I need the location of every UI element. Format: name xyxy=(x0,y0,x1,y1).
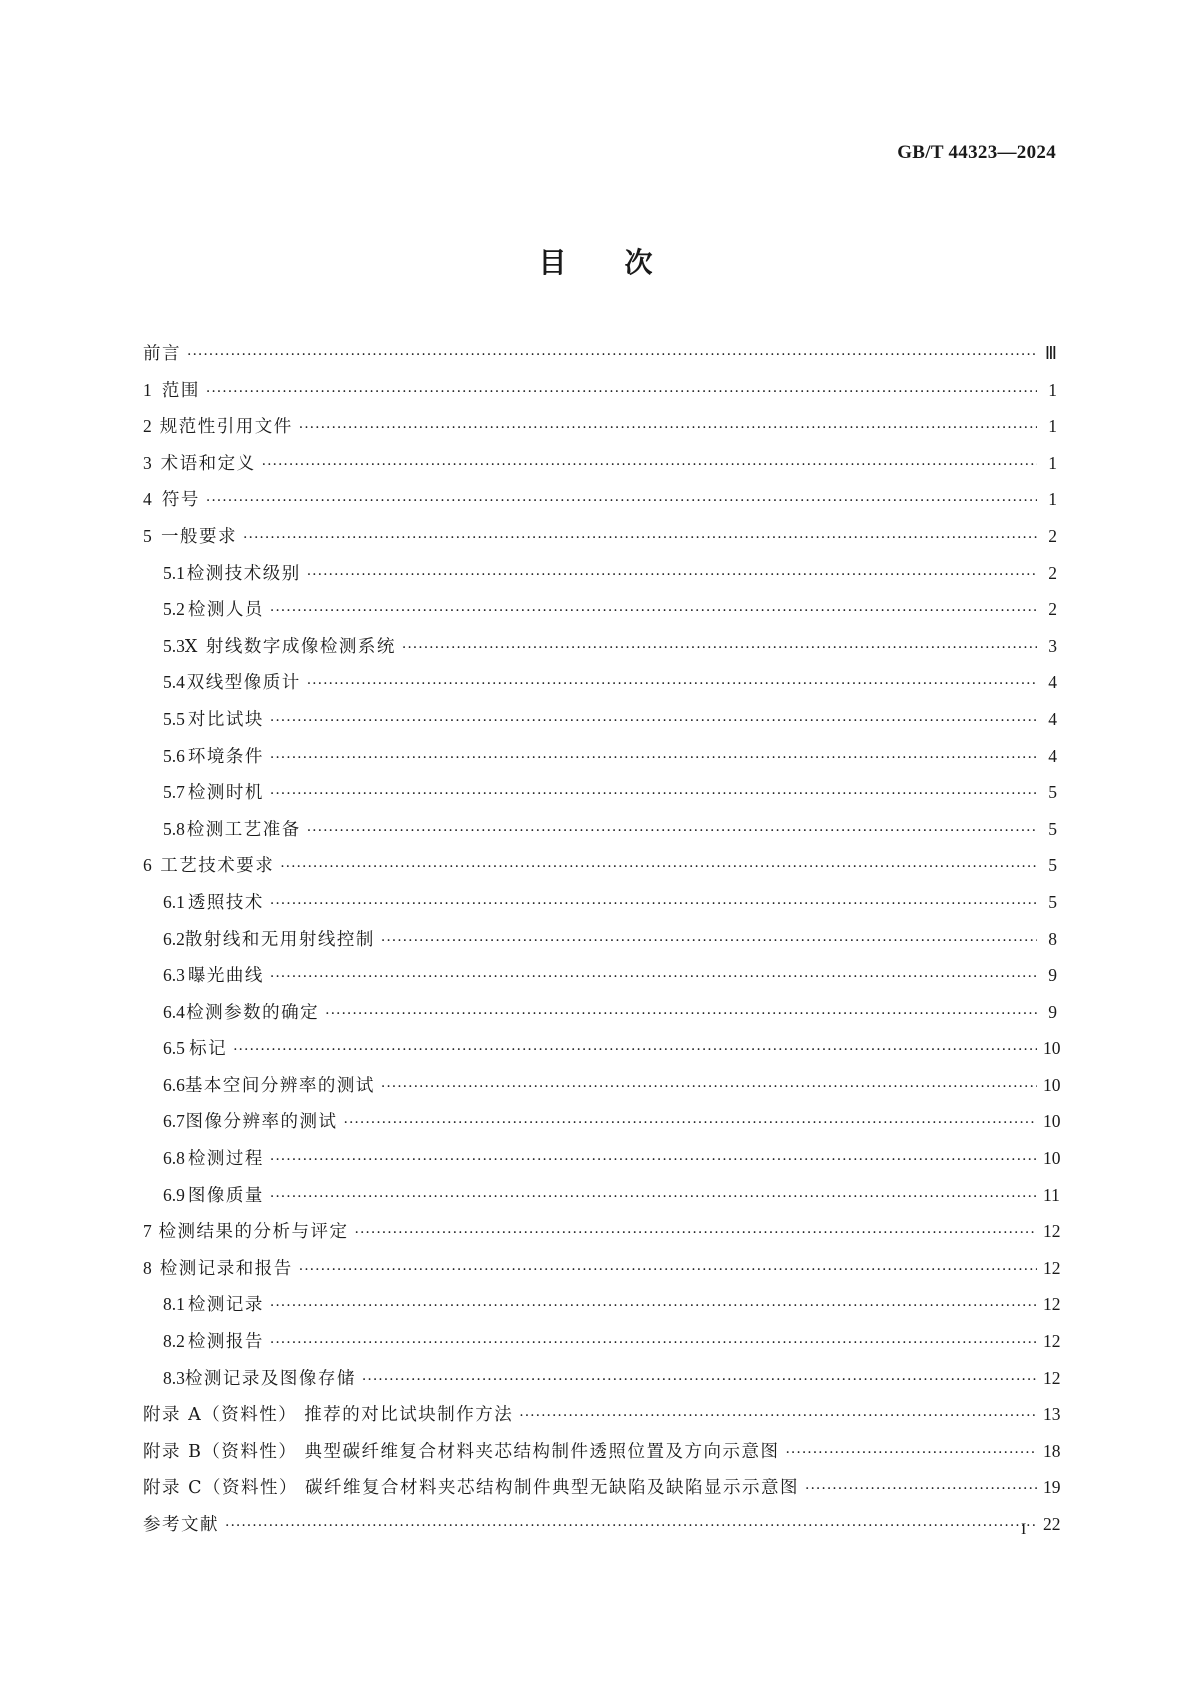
toc-entry-label: 检测人员 xyxy=(187,600,264,621)
toc-entry-label: X 射线数字成像检测系统 xyxy=(184,636,396,657)
dot-leader xyxy=(344,1115,1037,1131)
toc-entry-page: 12 xyxy=(1043,1257,1061,1278)
dot-leader xyxy=(270,1298,1037,1314)
toc-entry-label: 检测结果的分析与评定 xyxy=(158,1222,349,1243)
toc-entry-page: 5 xyxy=(1048,782,1057,803)
toc-entry-page: 4 xyxy=(1048,708,1057,729)
toc-entry-page: Ⅲ xyxy=(1044,343,1057,363)
dot-leader xyxy=(270,603,1037,619)
toc-entry-page: 13 xyxy=(1043,1404,1061,1425)
toc-entry[interactable] xyxy=(143,1511,1061,1548)
toc-entry[interactable] xyxy=(143,889,1057,926)
dot-leader xyxy=(243,530,1037,546)
toc-entry[interactable] xyxy=(143,450,1057,487)
dot-leader xyxy=(299,420,1037,436)
toc-entry-page: 5 xyxy=(1048,855,1057,876)
toc-entry-page: 9 xyxy=(1048,1001,1057,1022)
toc-entry[interactable] xyxy=(143,962,1057,999)
dot-leader xyxy=(381,933,1037,949)
toc-entry-number: 6.9 xyxy=(163,1184,185,1205)
toc-entry-page: 8 xyxy=(1048,928,1057,949)
toc-entry[interactable] xyxy=(143,999,1057,1036)
toc-entry[interactable] xyxy=(143,926,1057,963)
toc-entry-number: 1 xyxy=(143,379,152,400)
toc-entry[interactable] xyxy=(143,1365,1061,1402)
toc-entry-label: 附录 C（资料性） 碳纤维复合材料夹芯结构制件典型无缺陷及缺陷显示示意图 xyxy=(143,1478,800,1499)
toc-entry[interactable] xyxy=(143,1108,1061,1145)
toc-entry-page: 12 xyxy=(1043,1294,1061,1315)
standard-code: GB/T 44323—2024 xyxy=(897,142,1056,163)
toc-entry-page: 5 xyxy=(1048,818,1057,839)
toc-entry-label: 透照技术 xyxy=(187,892,264,913)
toc-entry-label: 标记 xyxy=(189,1039,228,1060)
dot-leader xyxy=(307,823,1037,839)
toc-entry-page: 10 xyxy=(1043,1111,1061,1132)
toc-entry[interactable] xyxy=(143,1401,1061,1438)
toc-entry-number: 8.3 xyxy=(163,1367,185,1388)
toc-entry-page: 18 xyxy=(1043,1440,1061,1461)
toc-entry-number: 3 xyxy=(143,452,152,473)
toc-entry-label: 检测记录 xyxy=(187,1295,264,1316)
toc-entry-label: 检测报告 xyxy=(187,1332,264,1353)
toc-entry[interactable] xyxy=(143,852,1057,889)
dot-leader xyxy=(355,1225,1037,1241)
toc-entry-page: 2 xyxy=(1048,525,1057,546)
toc-entry[interactable] xyxy=(143,743,1057,780)
toc-entry-page: 10 xyxy=(1043,1148,1061,1169)
dot-leader xyxy=(270,1189,1037,1205)
toc-entry-page: 22 xyxy=(1043,1514,1061,1534)
toc-entry[interactable] xyxy=(143,669,1057,706)
toc-entry-number: 5.6 xyxy=(163,745,185,766)
toc-entry[interactable] xyxy=(143,340,1057,377)
toc-entry-page: 1 xyxy=(1048,452,1057,473)
toc-entry-label: 对比试块 xyxy=(187,709,264,730)
toc-entry-page: 10 xyxy=(1043,1074,1061,1095)
footer-page-number: I xyxy=(1021,1521,1027,1538)
toc-entry-label: 曝光曲线 xyxy=(187,966,264,987)
toc-title-char-1: 目 xyxy=(538,246,567,279)
toc-entry-label: 检测记录及图像存储 xyxy=(184,1368,356,1389)
toc-entry-page: 3 xyxy=(1048,635,1057,656)
toc-entry-label: 基本空间分辨率的测试 xyxy=(184,1075,375,1096)
toc-entry-number: 6.1 xyxy=(163,891,185,912)
toc-entry-page: 4 xyxy=(1048,672,1057,693)
toc-entry-number: 2 xyxy=(143,416,152,437)
dot-leader xyxy=(206,493,1037,509)
dot-leader xyxy=(307,676,1037,692)
toc-entry-page: 9 xyxy=(1048,965,1057,986)
dot-leader xyxy=(325,1006,1037,1022)
toc-entry[interactable] xyxy=(143,596,1057,633)
dot-leader xyxy=(270,786,1037,802)
toc-entry-label: 范围 xyxy=(161,380,200,401)
toc-entry-page: 10 xyxy=(1043,1038,1061,1059)
toc-entry-page: 2 xyxy=(1048,562,1057,583)
toc-entry-number: 5.8 xyxy=(163,818,185,839)
toc-entry[interactable] xyxy=(143,486,1057,523)
dot-leader xyxy=(280,859,1037,875)
dot-leader xyxy=(805,1481,1037,1497)
toc-entry-label: 检测技术级别 xyxy=(186,563,301,584)
dot-leader xyxy=(381,1079,1037,1095)
toc-entry-page: 12 xyxy=(1043,1331,1061,1352)
toc-entry-number: 6.8 xyxy=(163,1148,185,1169)
toc-entry-label: 一般要求 xyxy=(161,526,238,547)
dot-leader xyxy=(519,1408,1037,1424)
toc-entry[interactable] xyxy=(143,1291,1061,1328)
toc-entry-number: 5.1 xyxy=(163,562,185,583)
toc-entry-page: 12 xyxy=(1043,1221,1061,1242)
toc-entry-page: 1 xyxy=(1048,489,1057,510)
toc-entry-label: 符号 xyxy=(161,490,200,511)
toc-title-char-2: 次 xyxy=(624,246,653,279)
toc-entry-label: 规范性引用文件 xyxy=(159,417,293,438)
toc-entry-label: 散射线和无用射线控制 xyxy=(184,929,375,950)
toc-entry-number: 5 xyxy=(143,525,152,546)
toc-entry-number: 6.5 xyxy=(163,1038,185,1059)
toc-entry[interactable] xyxy=(143,377,1057,414)
toc-entry[interactable] xyxy=(143,1072,1061,1109)
toc-entry-label: 附录 A（资料性） 推荐的对比试块制作方法 xyxy=(143,1405,514,1426)
toc-entry-number: 8.1 xyxy=(163,1294,185,1315)
dot-leader xyxy=(270,1335,1037,1351)
toc-entry-number: 8.2 xyxy=(163,1331,185,1352)
dot-leader xyxy=(270,713,1037,729)
toc-entry-number: 5.3 xyxy=(163,635,185,656)
dot-leader xyxy=(225,1518,1037,1534)
toc-entry-label: 检测参数的确定 xyxy=(186,1002,320,1023)
toc-entry-label: 检测过程 xyxy=(187,1149,264,1170)
toc-entry-label: 参考文献 xyxy=(143,1515,219,1535)
toc-entry-page: 12 xyxy=(1043,1367,1061,1388)
toc-entry-label: 术语和定义 xyxy=(160,453,256,474)
toc-entry[interactable] xyxy=(143,706,1057,743)
dot-leader xyxy=(206,384,1037,400)
toc-entry-label: 双线型像质计 xyxy=(186,673,301,694)
dot-leader xyxy=(233,1042,1037,1058)
toc-entry-page: 2 xyxy=(1048,599,1057,620)
toc-entry[interactable] xyxy=(143,1328,1061,1365)
toc-entry[interactable] xyxy=(143,1035,1061,1072)
toc-title xyxy=(0,241,1191,281)
dot-leader xyxy=(262,457,1037,473)
dot-leader xyxy=(187,347,1037,363)
dot-leader xyxy=(270,1152,1037,1168)
toc-entry-number: 5.7 xyxy=(163,782,185,803)
toc-entry-number: 5.5 xyxy=(163,708,185,729)
toc-entry-number: 6.6 xyxy=(163,1074,185,1095)
toc-entry-page: 1 xyxy=(1048,379,1057,400)
dot-leader xyxy=(362,1372,1037,1388)
toc-entry[interactable] xyxy=(143,779,1057,816)
toc-entry-label: 前言 xyxy=(143,344,181,364)
toc-entry-label: 检测时机 xyxy=(187,783,264,804)
toc-entry[interactable] xyxy=(143,633,1057,670)
toc-entry[interactable] xyxy=(143,816,1057,853)
toc-entry-label: 图像分辨率的测试 xyxy=(185,1112,338,1133)
toc-entry[interactable] xyxy=(143,1218,1061,1255)
toc-entry-number: 6.2 xyxy=(163,928,185,949)
toc-entry-label: 工艺技术要求 xyxy=(160,856,275,877)
toc-entry-page: 1 xyxy=(1048,416,1057,437)
dot-leader xyxy=(307,567,1037,583)
toc-entry[interactable] xyxy=(143,523,1057,560)
toc-entry[interactable] xyxy=(143,1255,1061,1292)
toc-entry[interactable] xyxy=(143,1182,1060,1219)
dot-leader xyxy=(270,896,1037,912)
dot-leader xyxy=(785,1445,1037,1461)
toc-entry-label: 检测记录和报告 xyxy=(159,1258,293,1279)
toc-entry-number: 6.4 xyxy=(163,1001,185,1022)
dot-leader xyxy=(402,640,1037,656)
toc-entry-number: 5.2 xyxy=(163,599,185,620)
toc-entry[interactable] xyxy=(143,1438,1061,1475)
toc-entry-label: 图像质量 xyxy=(187,1185,264,1206)
toc-entry-number: 4 xyxy=(143,489,152,510)
toc-entry-number: 6 xyxy=(143,855,152,876)
toc-entry[interactable] xyxy=(143,560,1057,597)
toc-list xyxy=(143,340,1061,1548)
toc-entry-number: 6.7 xyxy=(163,1111,185,1132)
toc-entry-label: 检测工艺准备 xyxy=(186,819,301,840)
toc-entry[interactable] xyxy=(143,1474,1061,1511)
toc-entry-page: 11 xyxy=(1043,1184,1060,1205)
toc-entry[interactable] xyxy=(143,413,1057,450)
toc-entry-label: 附录 B（资料性） 典型碳纤维复合材料夹芯结构制件透照位置及方向示意图 xyxy=(143,1441,780,1462)
toc-entry[interactable] xyxy=(143,1145,1061,1182)
toc-entry-page: 19 xyxy=(1043,1477,1061,1498)
toc-entry-label: 环境条件 xyxy=(187,746,264,767)
dot-leader xyxy=(270,969,1037,985)
dot-leader xyxy=(270,750,1037,766)
toc-entry-number: 8 xyxy=(143,1257,152,1278)
toc-entry-page: 5 xyxy=(1048,891,1057,912)
toc-entry-page: 4 xyxy=(1048,745,1057,766)
toc-entry-number: 7 xyxy=(143,1221,152,1242)
dot-leader xyxy=(299,1262,1037,1278)
toc-entry-number: 6.3 xyxy=(163,965,185,986)
toc-entry-number: 5.4 xyxy=(163,672,185,693)
